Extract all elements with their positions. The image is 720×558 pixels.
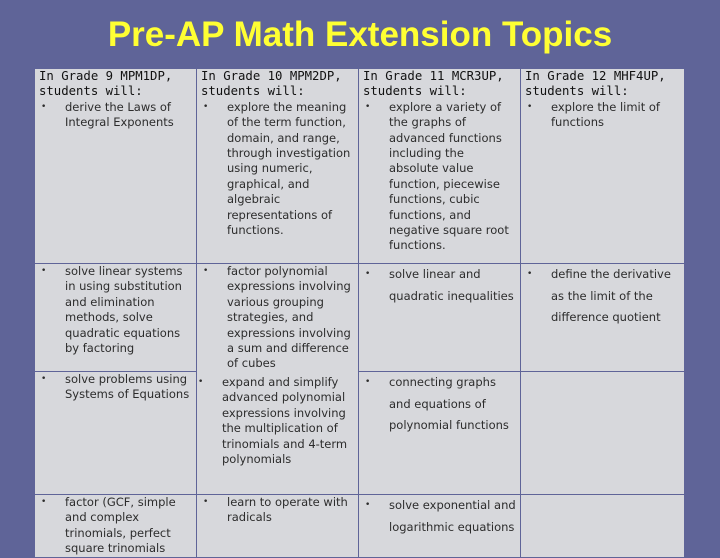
bullet-icon: • [365, 500, 371, 510]
bullet-icon: • [198, 377, 204, 387]
grade11-cell-3 [359, 372, 521, 495]
grade11-cell-4 [359, 495, 521, 558]
bullet-icon: • [527, 101, 533, 112]
grade10-header: In Grade 10 MPM2DP, students will: [201, 69, 342, 99]
grade12-header: In Grade 12 MHF4UP, students will: [525, 69, 666, 99]
grade11-item-3: connecting graphs and equations of polynomial functions [389, 375, 509, 433]
bullet-icon: • [527, 269, 533, 279]
topics-table [34, 68, 685, 558]
grade11-item-2: solve linear and quadratic inequalities [389, 267, 514, 303]
grade10-item-3-wrapper [196, 375, 358, 467]
grade9-item-1: derive the Laws of Integral Exponents [65, 99, 174, 130]
bullet-icon: • [365, 101, 371, 112]
grade11-item-4: solve exponential and logarithmic equations [389, 498, 516, 534]
grade11-cell-1 [359, 69, 521, 264]
grade12-item-1: explore the limit of functions [551, 99, 660, 130]
bullet-icon: • [41, 497, 47, 507]
grade9-item-4: factor (GCF, simple and complex trinomials, perfect square trinomials [65, 495, 176, 556]
grade9-header: In Grade 9 MPM1DP, students will: [39, 69, 173, 99]
grade9-item-2: solve linear systems in using substitution and elimination methods, solve quadratic equations by factoring [65, 264, 183, 356]
slide-title: Pre-AP Math Extension Topics [107, 15, 613, 54]
grade12-cell-3 [521, 372, 685, 495]
grade9-cell-3 [35, 372, 197, 495]
bullet-icon: • [365, 377, 371, 387]
bullet-icon: • [203, 101, 209, 112]
grade11-item-1: explore a variety of the graphs of advanced functions including the absolute value function, piecewise functions, cubic functions, and negative square root functions. [389, 99, 509, 253]
grade9-cell-2 [35, 264, 197, 372]
bullet-icon: • [203, 266, 209, 276]
bullet-icon: • [41, 266, 47, 276]
bullet-icon: • [203, 497, 209, 507]
grade12-cell-1 [521, 69, 685, 264]
bullet-icon: • [365, 269, 371, 279]
bullet-icon: • [41, 101, 47, 112]
grade10-cell-1 [197, 69, 359, 264]
grade10-item-1: explore the meaning of the term function, domain, and range, through investigation using numeric, graphical, and algebraic representations of functions. [227, 99, 351, 238]
grade10-item-2: factor polynomial expressions involving various grouping strategies, and expressions involving a sum and difference of cubes [227, 264, 351, 371]
grade9-cell-4 [35, 495, 197, 558]
grade12-cell-2 [521, 264, 685, 372]
grade9-item-3: solve problems using Systems of Equations [65, 372, 190, 402]
grade12-cell-4 [521, 495, 685, 558]
grade11-cell-2 [359, 264, 521, 372]
bullet-icon: • [41, 374, 47, 384]
grade10-item-4: learn to operate with radicals [227, 495, 348, 525]
grade12-item-2: define the derivative as the limit of the difference quotient [551, 267, 671, 325]
grade10-item-3: expand and simplify advanced polynomial expressions involving the multiplication of trinomials and 4-term polynomials [222, 375, 348, 467]
grade9-cell-1 [35, 69, 197, 264]
grade10-cell-4 [197, 495, 359, 558]
grade11-header: In Grade 11 MCR3UP, students will: [363, 69, 504, 99]
